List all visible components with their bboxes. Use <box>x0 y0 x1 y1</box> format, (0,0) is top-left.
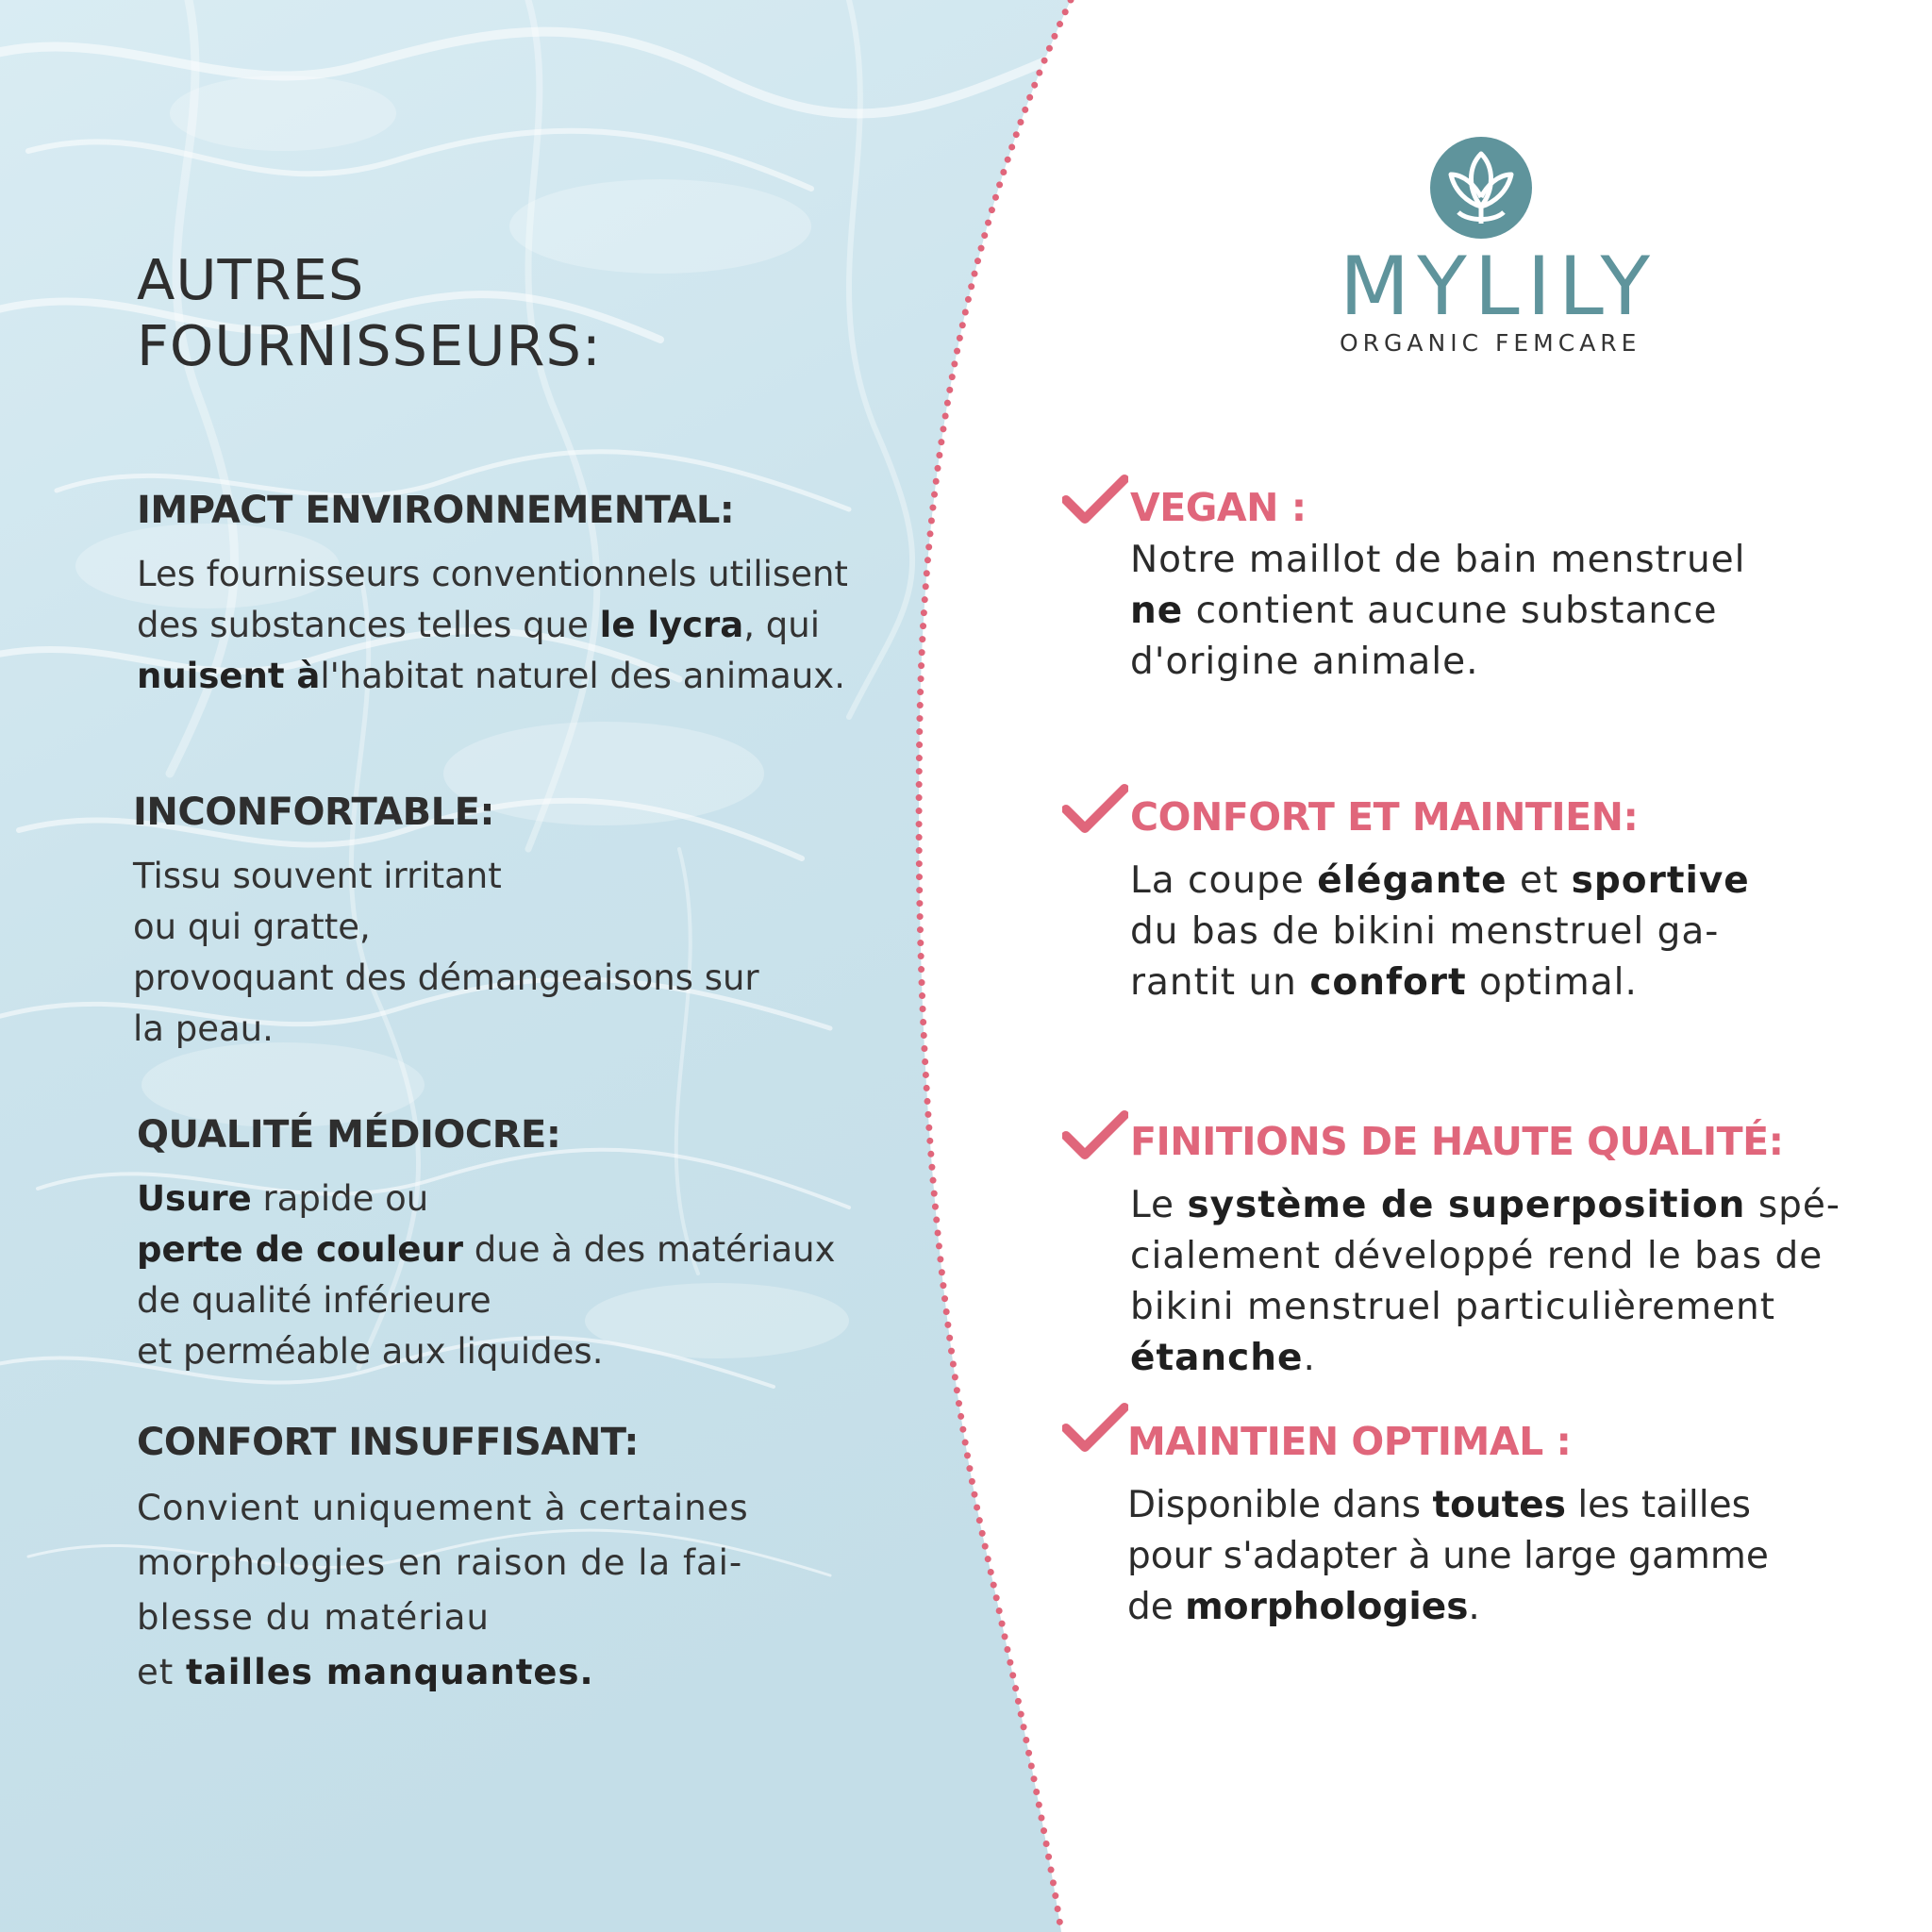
text-run: l'habitat naturel des animaux. <box>320 656 845 696</box>
text-line <box>133 851 759 902</box>
feature-title: CONFORT ET MAINTIEN: <box>1130 794 1639 840</box>
text-run: pour s'adapter à une large gamme <box>1127 1535 1769 1577</box>
text-line <box>133 902 759 953</box>
bold-text: nuisent à <box>137 656 321 696</box>
text-run: contient aucune substance <box>1183 590 1718 632</box>
text-run: d'origine animale. <box>1130 641 1479 683</box>
text-line <box>137 1326 835 1377</box>
text-line <box>1130 1180 1840 1231</box>
section-body <box>133 851 759 1055</box>
section-title: INCONFORTABLE: <box>133 791 494 834</box>
feature-body <box>1127 1480 1769 1633</box>
text-line <box>1130 856 1750 907</box>
text-run: optimal. <box>1466 961 1638 1004</box>
lotus-leaf-icon <box>1430 137 1532 239</box>
bold-text: étanche <box>1130 1337 1304 1379</box>
bold-text: le lycra <box>599 605 744 645</box>
text-line <box>137 1224 835 1275</box>
text-line <box>133 1004 759 1055</box>
text-run: due à des matériaux <box>463 1229 836 1270</box>
section-body <box>137 549 848 702</box>
bold-text: Usure <box>137 1178 252 1219</box>
checkmark-icon <box>1062 1402 1128 1455</box>
bold-text: élégante <box>1317 859 1507 902</box>
text-run: Convient uniquement à certaines <box>137 1488 749 1528</box>
section-body <box>137 1174 835 1377</box>
text-run: Notre maillot de bain menstruel <box>1130 539 1746 581</box>
text-run: La coupe <box>1130 859 1318 902</box>
bold-text: confort <box>1309 961 1467 1004</box>
text-line <box>1130 586 1746 637</box>
text-line <box>137 1591 749 1645</box>
bold-text: sportive <box>1571 859 1750 902</box>
brand-logo <box>1340 137 1658 373</box>
bold-text: morphologies <box>1185 1586 1469 1628</box>
text-line <box>1127 1531 1769 1582</box>
text-line <box>1127 1480 1769 1531</box>
feature-title: FINITIONS DE HAUTE QUALITÉ: <box>1130 1119 1784 1164</box>
text-run: Le <box>1130 1184 1188 1226</box>
text-line <box>1130 637 1746 688</box>
text-run: . <box>1468 1586 1480 1628</box>
text-line <box>133 953 759 1004</box>
text-run: bikini menstruel particulièrement <box>1130 1286 1776 1328</box>
feature-body <box>1130 1180 1840 1384</box>
text-line <box>1130 1231 1840 1282</box>
text-run: de qualité inférieure <box>137 1280 491 1321</box>
text-run: rapide ou <box>251 1178 429 1219</box>
text-run: , qui <box>743 605 821 645</box>
text-run: blesse du matériau <box>137 1597 490 1638</box>
text-line <box>1130 907 1750 958</box>
text-run: cialement développé rend le bas de <box>1130 1235 1824 1277</box>
text-line <box>1130 958 1750 1008</box>
section-body <box>137 1481 749 1700</box>
text-line <box>137 1275 835 1326</box>
text-run: spé- <box>1745 1184 1840 1226</box>
feature-body <box>1130 856 1750 1008</box>
text-run: Tissu souvent irritant <box>133 856 502 896</box>
checkmark-icon <box>1062 783 1128 836</box>
checkmark-icon <box>1062 1109 1128 1162</box>
text-run: rantit un <box>1130 961 1310 1004</box>
text-run: les tailles <box>1565 1484 1751 1526</box>
checkmark-icon <box>1062 474 1128 526</box>
feature-title: MAINTIEN OPTIMAL : <box>1127 1419 1572 1464</box>
text-run: . <box>1303 1337 1316 1379</box>
text-line <box>137 549 848 600</box>
bold-text: tailles manquantes. <box>186 1652 594 1692</box>
text-line <box>137 1174 835 1224</box>
text-run: et perméable aux liquides. <box>137 1331 604 1372</box>
text-line <box>1130 1333 1840 1384</box>
feature-body <box>1130 535 1746 688</box>
brand-name: MYLILY <box>1340 240 1658 334</box>
text-run: Disponible dans <box>1127 1484 1433 1526</box>
competitors-heading: AUTRES FOURNISSEURS: <box>137 247 602 378</box>
text-line <box>1127 1582 1769 1633</box>
text-line <box>137 1645 749 1700</box>
bold-text: système de superposition <box>1187 1184 1746 1226</box>
text-run: du bas de bikini menstruel ga- <box>1130 910 1720 953</box>
brand-tagline: ORGANIC FEMCARE <box>1340 329 1641 357</box>
text-line <box>1130 1282 1840 1333</box>
text-line <box>137 600 848 651</box>
section-title: CONFORT INSUFFISANT: <box>137 1421 639 1464</box>
text-run: la peau. <box>133 1008 274 1049</box>
text-run: morphologies en raison de la fai- <box>137 1542 743 1583</box>
text-run: des substances telles que <box>137 605 600 645</box>
text-line <box>1130 535 1746 586</box>
feature-title: VEGAN : <box>1130 485 1307 530</box>
text-run: de <box>1127 1586 1186 1628</box>
text-run: et <box>137 1652 187 1692</box>
bold-text: toutes <box>1432 1484 1566 1526</box>
bold-text: perte de couleur <box>137 1229 464 1270</box>
section-title: IMPACT ENVIRONNEMENTAL: <box>137 489 735 532</box>
text-line <box>137 651 848 702</box>
text-run: et <box>1507 859 1572 902</box>
bold-text: ne <box>1130 590 1184 632</box>
text-line <box>137 1481 749 1536</box>
text-run: Les fournisseurs conventionnels utilisent <box>137 554 848 594</box>
text-run: ou qui gratte, <box>133 907 371 947</box>
text-run: provoquant des démangeaisons sur <box>133 958 759 998</box>
text-line <box>137 1536 749 1591</box>
section-title: QUALITÉ MÉDIOCRE: <box>137 1113 561 1157</box>
